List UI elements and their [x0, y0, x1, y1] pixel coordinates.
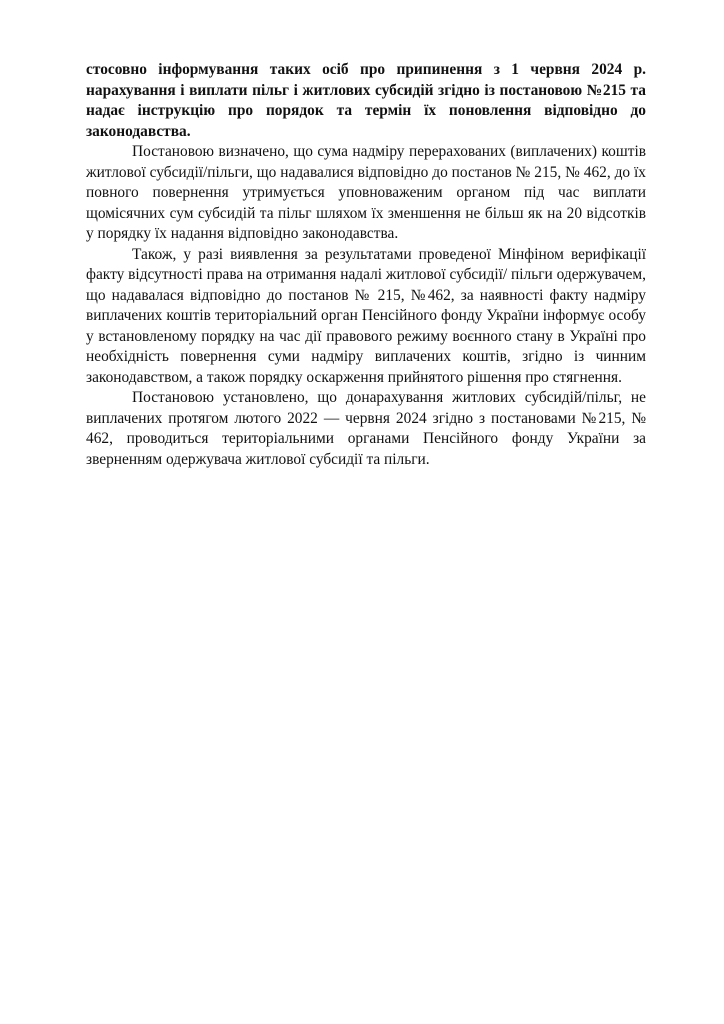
paragraph-additional-accrual: Постановою установлено, що донарахування житлових субсидій/пільг, не виплачених протягом лютого 2022 — червня 2024 згідно з постановами №215, № 462, проводиться територіальними органами Пенсійного фонду України за зверненням одержувача житлової субсидії та пільги.: [86, 389, 646, 468]
document-page: [86, 60, 646, 470]
paragraph-intro-bold: стосовно інформування таких осіб про припинення з 1 червня 2024 р. нарахування і виплати пільг і житлових субсидій згідно із постановою №215 та надає інструкцію про порядок та термін їх поновлення відповідно до законодавства.: [86, 61, 646, 140]
paragraph-verification-refund: Також, у разі виявлення за результатами проведеної Мінфіном верифікації факту відсутності права на отримання надалі житлової субсидії/ пільги одержувачем, що надавалася відповідно до постанов № 215, №462, за наявності факту надміру виплачених коштів територіальний орган Пенсійного фонду України інформує особу у встановленому порядку на час дії правового режиму воєнного стану в Україні про необхідність повернення суми надміру виплачених коштів, згідно із чинним законодавством, а також порядку оскарження прийнятого рішення про стягнення.: [86, 245, 646, 386]
paragraph-overpayment-deduction: Постановою визначено, що сума надміру перерахованих (виплачених) коштів житлової субсидії/пільги, що надавалися відповідно до постанов № 215, № 462, до їх повного повернення утримується уповноваженим органом під час виплати щомісячних сум субсидій та пільг шляхом їх зменшення не більш як на 20 відсотків у порядку їх надання відповідно законодавства.: [86, 143, 646, 242]
